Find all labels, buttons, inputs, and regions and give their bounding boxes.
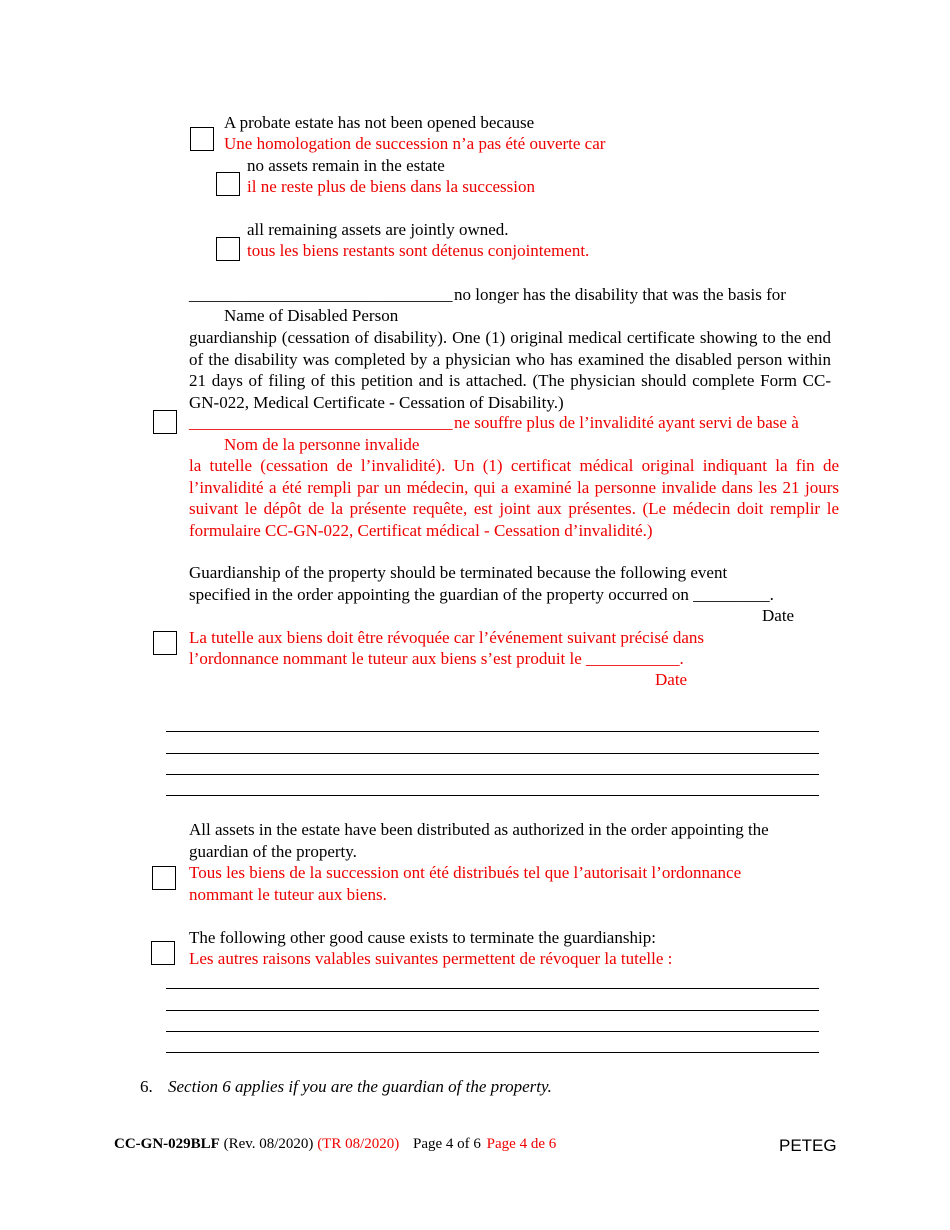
event-line2-fr: l’ordonnance nommant le tuteur aux biens s’est produit le ___________. (189, 649, 684, 668)
event-description-line-2[interactable] (166, 753, 819, 754)
form-revision: (Rev. 08/2020) (223, 1136, 314, 1152)
disability-line1-en: no longer has the disability that was the basis for (454, 285, 786, 304)
no-assets-remain-label-fr: il ne reste plus de biens dans la succession (247, 177, 535, 196)
no-assets-remain-label-en: no assets remain in the estate (247, 156, 445, 175)
distributed-line2-en: guardian of the property. (189, 842, 357, 861)
no-assets-remain-checkbox[interactable] (216, 172, 240, 196)
jointly-owned-checkbox[interactable] (216, 237, 240, 261)
disabled-person-name-field-en[interactable]: _______________________________ (189, 285, 453, 304)
event-description-line-4[interactable] (166, 795, 819, 796)
event-date-label-fr: Date (655, 670, 688, 689)
disability-line1-fr: ne souffre plus de l’invalidité ayant servi de base à (454, 413, 799, 432)
disability-body-fr: la tutelle (cessation de l’invalidité). Un (1) certificat médical original indiquant la fin de l’invalidité a été rempli par un médecin, qui a examiné la personne invalide dans les 21 jours suivant le dépôt de la présente requête, est joint aux présentes. (Le médecin doit remplir le formulaire CC-GN-022, Certificat médical - Cessation d’invalidité.) (189, 456, 839, 540)
probate-not-opened-label-fr: Une homologation de succession n’a pas été ouverte car (224, 134, 606, 153)
section-6-number: 6. (140, 1077, 153, 1096)
event-line1-fr: La tutelle aux biens doit être révoquée car l’événement suivant précisé dans (189, 628, 704, 647)
event-date-label-en: Date (762, 606, 795, 625)
other-cause-line-1[interactable] (166, 988, 819, 989)
distributed-line1-fr: Tous les biens de la succession ont été distribués tel que l’autorisait l’ordonnance (189, 863, 742, 882)
form-code: PETEG (779, 1136, 837, 1155)
probate-not-opened-label-en: A probate estate has not been opened because (224, 113, 535, 132)
jointly-owned-label-en: all remaining assets are jointly owned. (247, 220, 509, 239)
form-id: CC-GN-029BLF (114, 1136, 220, 1152)
other-cause-line-3[interactable] (166, 1031, 819, 1032)
other-good-cause-label-fr: Les autres raisons valables suivantes permettent de révoquer la tutelle : (189, 949, 673, 968)
other-good-cause-checkbox[interactable] (151, 941, 175, 965)
footer (114, 1134, 556, 1155)
disabled-person-name-field-fr[interactable]: _______________________________ (189, 413, 453, 432)
disabled-person-name-label-en: Name of Disabled Person (224, 306, 399, 325)
probate-not-opened-checkbox[interactable] (190, 127, 214, 151)
event-line1-en: Guardianship of the property should be terminated because the following event (189, 563, 728, 582)
event-line2-en: specified in the order appointing the guardian of the property occurred on _________. (189, 585, 774, 604)
distributed-line2-fr: nommant le tuteur aux biens. (189, 885, 387, 904)
disabled-person-name-label-fr: Nom de la personne invalide (224, 435, 420, 454)
event-description-line-1[interactable] (166, 731, 819, 732)
other-cause-line-4[interactable] (166, 1052, 819, 1053)
event-occurred-checkbox[interactable] (153, 631, 177, 655)
jointly-owned-label-fr: tous les biens restants sont détenus conjointement. (247, 241, 590, 260)
section-6-text: Section 6 applies if you are the guardian of the property. (168, 1077, 552, 1096)
cessation-of-disability-checkbox[interactable] (153, 410, 177, 434)
other-cause-line-2[interactable] (166, 1010, 819, 1011)
event-description-line-3[interactable] (166, 774, 819, 775)
disability-body-en: guardianship (cessation of disability). One (1) original medical certificate showing to the end of the disability was completed by a physician who has examined the disabled person within 21 days of filing of this petition and is attached. (The physician should complete Form CC-GN-022, Medical Certificate - Cessation of Disability.) (189, 328, 831, 412)
distributed-line1-en: All assets in the estate have been distributed as authorized in the order appointing the (189, 820, 769, 839)
page-number-fr: Page 4 de 6 (486, 1136, 557, 1152)
form-translation-revision: (TR 08/2020) (317, 1136, 400, 1152)
assets-distributed-checkbox[interactable] (152, 866, 176, 890)
other-good-cause-label-en: The following other good cause exists to terminate the guardianship: (189, 928, 656, 947)
page-number-en: Page 4 of 6 (413, 1136, 481, 1152)
